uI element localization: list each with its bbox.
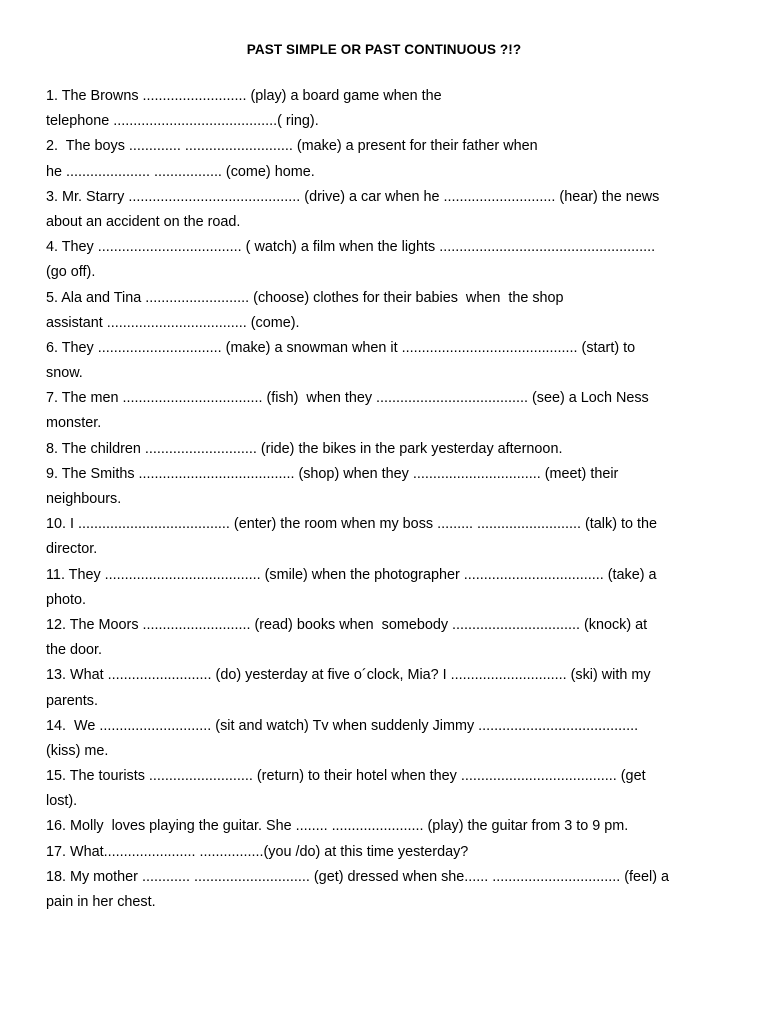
exercise-line: monster. bbox=[46, 415, 102, 432]
exercise-line: 2. The boys ............. ........................... (make) a present for their father when bbox=[46, 138, 538, 155]
exercise-line: 16. Molly loves playing the guitar. She ........ ....................... (play) the guitar from 3 to 9 pm. bbox=[46, 818, 629, 835]
exercise-line: pain in her chest. bbox=[46, 894, 156, 910]
exercise-line: lost). bbox=[46, 793, 78, 810]
exercise-line: 6. They ............................... (make) a snowman when it ............................................ (start) to bbox=[46, 339, 636, 356]
exercise-line: 13. What .......................... (do) yesterday at five o´clock, Mia? I ............................. (ski) with my bbox=[46, 667, 651, 684]
exercise-line: photo. bbox=[46, 591, 87, 608]
exercise-line: snow. bbox=[46, 365, 83, 382]
exercise-line: 8. The children ............................ (ride) the bikes in the park yesterday afternoon. bbox=[46, 440, 563, 457]
exercise-line: 9. The Smiths ....................................... (shop) when they ................................ (meet) their bbox=[46, 465, 619, 482]
exercise-line: 4. They .................................... ( watch) a film when the lights ...................................................... bbox=[46, 239, 656, 256]
exercise-line: director. bbox=[46, 541, 98, 558]
exercise-line: 1. The Browns .......................... (play) a board game when the bbox=[46, 88, 442, 104]
exercise-line: (kiss) me. bbox=[46, 742, 109, 759]
exercise-line: telephone .........................................( ring). bbox=[46, 113, 319, 130]
exercise-list bbox=[46, 84, 736, 915]
exercise-line: parents. bbox=[46, 692, 98, 709]
exercise-line: 17. What....................... ................(you /do) at this time yesterday? bbox=[46, 843, 469, 860]
exercise-line: (go off). bbox=[46, 264, 96, 281]
exercise-line: 3. Mr. Starry ........................................... (drive) a car when he ............................ (hear) the news bbox=[46, 188, 660, 205]
exercise-line: 10. I ...................................... (enter) the room when my boss ......... .......................... (talk) to the bbox=[46, 516, 657, 533]
exercise-line: assistant ................................... (come). bbox=[46, 314, 300, 331]
exercise-line: 11. They ....................................... (smile) when the photographer ................................... (take) a bbox=[46, 566, 657, 583]
worksheet-title: PAST SIMPLE OR PAST CONTINUOUS ?!? bbox=[246, 42, 522, 57]
exercise-line: 5. Ala and Tina .......................... (choose) clothes for their babies when the shop bbox=[46, 289, 564, 306]
exercise-line: 18. My mother ............ ............................. (get) dressed when she...... ................................ (feel) a bbox=[46, 868, 669, 885]
exercise-line: he ..................... ................. (come) home. bbox=[46, 163, 315, 180]
exercise-line: about an accident on the road. bbox=[46, 213, 241, 230]
exercise-line: neighbours. bbox=[46, 491, 122, 507]
exercise-line: 14. We ............................ (sit and watch) Tv when suddenly Jimmy ........................................ bbox=[46, 717, 639, 734]
exercise-line: the door. bbox=[46, 642, 103, 659]
exercise-line: 12. The Moors ........................... (read) books when somebody ................................ (knock) at bbox=[46, 616, 648, 633]
exercise-line: 7. The men ................................... (fish) when they ...................................... (see) a Loch Ness bbox=[46, 390, 649, 407]
exercise-line: 15. The tourists .......................... (return) to their hotel when they ....................................... (get bbox=[46, 768, 646, 785]
